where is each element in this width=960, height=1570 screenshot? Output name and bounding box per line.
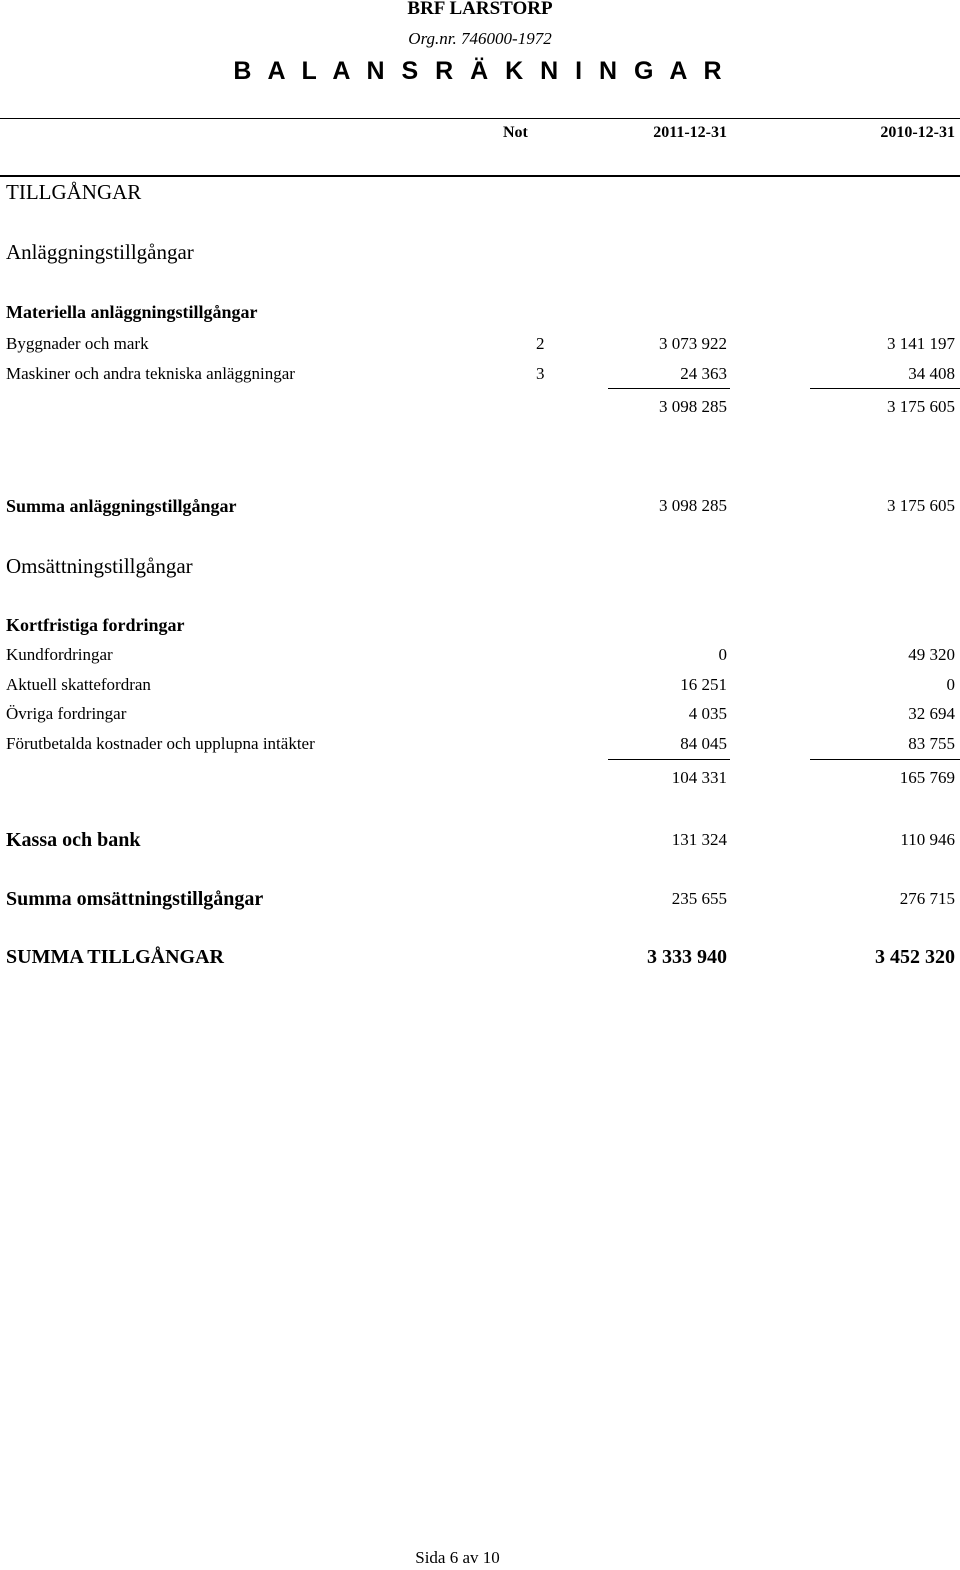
total-2010-omsattning: 276 715 <box>899 889 955 908</box>
row-label-summa-omsattning: Summa omsättningstillgångar <box>6 888 264 910</box>
row-value-2010-forutbetalda: 83 755 <box>908 734 955 753</box>
row-value-2011-skattefordran: 16 251 <box>680 675 727 694</box>
row-value-2011-kassa-bank: 131 324 <box>671 830 727 849</box>
subtotal-rule-2011 <box>608 388 730 389</box>
total-2011-anlaggning: 3 098 285 <box>659 496 727 515</box>
row-value-2011-kundfordringar: 0 <box>718 645 727 664</box>
grand-total-2010: 3 452 320 <box>875 946 955 968</box>
row-value-2010-kundfordringar: 49 320 <box>908 645 955 664</box>
section-title-omsattningstillgangar: Omsättningstillgångar <box>6 554 193 578</box>
row-label-ovriga-fordringar: Övriga fordringar <box>6 704 127 723</box>
grand-total-2011: 3 333 940 <box>647 946 727 968</box>
column-header-not: Not <box>503 124 528 141</box>
row-value-2011-byggnader: 3 073 922 <box>659 334 727 353</box>
row-value-2011-forutbetalda: 84 045 <box>680 734 727 753</box>
row-value-2010-byggnader: 3 141 197 <box>887 334 955 353</box>
total-2011-omsattning: 235 655 <box>671 889 727 908</box>
row-value-2011-maskiner: 24 363 <box>680 364 727 383</box>
row-value-2011-ovriga-fordringar: 4 035 <box>688 704 727 723</box>
row-label-byggnader: Byggnader och mark <box>6 334 149 353</box>
subtotal-rule-2010 <box>810 759 960 760</box>
row-label-maskiner: Maskiner och andra tekniska anläggningar <box>6 364 295 383</box>
row-value-2010-maskiner: 34 408 <box>908 364 955 383</box>
column-header-rule <box>0 175 960 177</box>
subtotal-2011-materiella: 3 098 285 <box>659 397 727 416</box>
section-title-tillgangar: TILLGÅNGAR <box>6 180 142 204</box>
row-label-forutbetalda: Förutbetalda kostnader och upplupna intäkter <box>6 734 315 753</box>
subtotal-rule-2011 <box>608 759 730 760</box>
subsection-title-kortfristiga: Kortfristiga fordringar <box>6 615 185 635</box>
subtotal-2010-materiella: 3 175 605 <box>887 397 955 416</box>
organization-number: Org.nr. 746000-1972 <box>408 29 552 48</box>
subtotal-2010-kortfristiga: 165 769 <box>899 768 955 787</box>
row-value-2010-ovriga-fordringar: 32 694 <box>908 704 955 723</box>
row-value-2010-kassa-bank: 110 946 <box>900 830 955 849</box>
document-title: B A L A N S R Ä K N I N G A R <box>233 57 727 85</box>
row-label-kundfordringar: Kundfordringar <box>6 645 113 664</box>
row-label-kassa-bank: Kassa och bank <box>6 829 141 851</box>
page-number: Sida 6 av 10 <box>415 1548 500 1567</box>
row-label-summa-tillgangar: SUMMA TILLGÅNGAR <box>6 946 224 968</box>
subsection-title-materiella: Materiella anläggningstillgångar <box>6 302 258 322</box>
column-header-2010: 2010-12-31 <box>880 124 955 141</box>
subtotal-2011-kortfristiga: 104 331 <box>671 768 727 787</box>
total-2010-anlaggning: 3 175 605 <box>887 496 955 515</box>
subtotal-rule-2010 <box>810 388 960 389</box>
section-title-anlaggningstillgangar: Anläggningstillgångar <box>6 240 194 264</box>
row-label-summa-anlaggning: Summa anläggningstillgångar <box>6 496 237 516</box>
row-note-maskiner: 3 <box>536 364 545 383</box>
column-header-2011: 2011-12-31 <box>653 124 727 141</box>
row-value-2010-skattefordran: 0 <box>946 675 955 694</box>
row-note-byggnader: 2 <box>536 334 545 353</box>
row-label-skattefordran: Aktuell skattefordran <box>6 675 151 694</box>
organization-name: BRF LARSTORP <box>407 0 553 19</box>
header-rule <box>0 118 960 119</box>
